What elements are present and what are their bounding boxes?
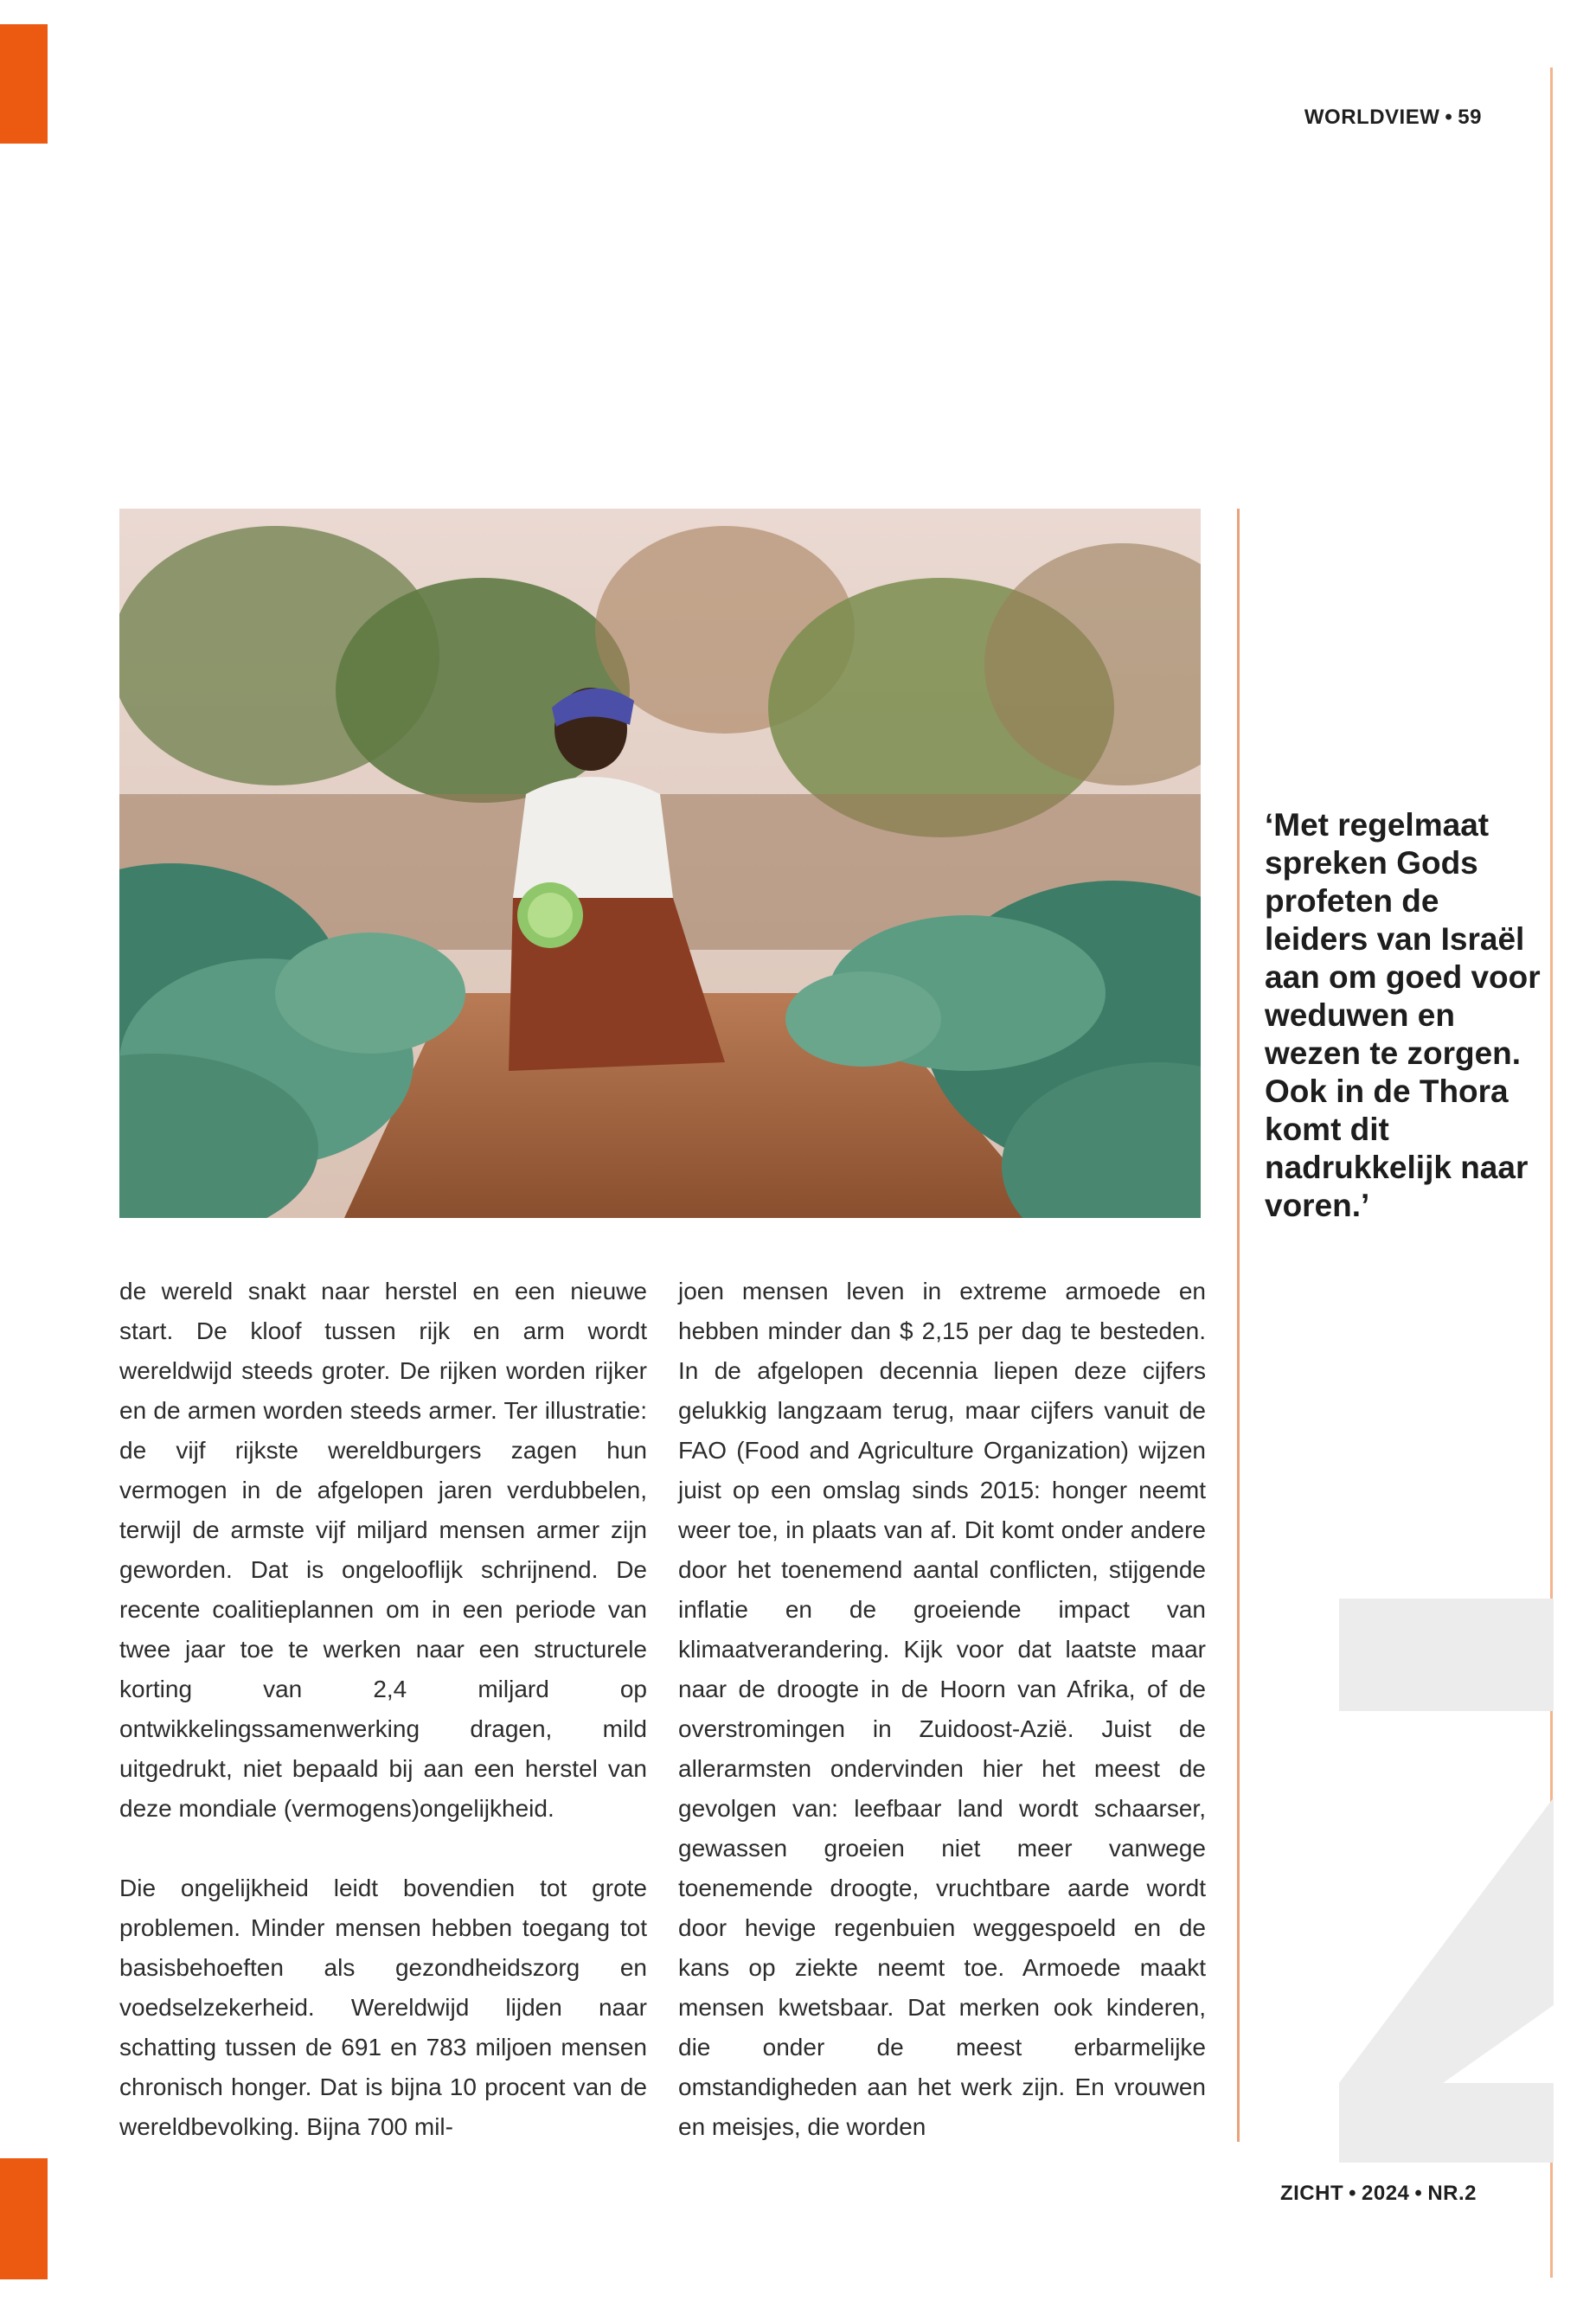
pull-quote: ‘Met regelmaat spreken Gods profeten de leiders van Israël aan om goed voor weduwen en wezen te zorgen. Ook in de Thora komt dit nadrukkelijk naar voren.’ <box>1265 807 1541 1223</box>
pull-quote-rule <box>1237 509 1240 2142</box>
section-name: WORLDVIEW <box>1304 106 1440 129</box>
issue-year: 2024 <box>1362 2182 1410 2205</box>
separator-dot: • <box>1349 2182 1357 2205</box>
separator-dot: • <box>1414 2182 1423 2205</box>
article-paragraph: joen mensen leven in extreme armoede en hebben minder dan $ 2,15 per dag te besteden. In de afgelopen decennia liepen deze cijfers gelukkig langzaam terug, maar cijfers vanuit de FAO (Food and Agriculture Organization) wijzen juist op een omslag sinds 2015: honger neemt weer toe, in plaats van af. Dit komt onder andere door het toenemend aantal conflicten, stijgende inflatie en de groeiende impact van klimaatverandering. Kijk voor dat laatste maar naar de droogte in de Hoorn van Afrika, of de overstromingen in Zuidoost-Azië. Juist de allerarmsten ondervinden hier het meest de gevolgen van: leefbaar land wordt schaarser, gewassen groeien niet meer vanwege toenemende droogte, vruchtbare aarde wordt door hevige regenbuien weggespoeld en de kans op ziekte neemt toe. Armoede maakt mensen kwetsbaar. Dat merken ook kinderen, die onder de meest erbarmelijke omstandigheden aan het werk zijn. En vrouwen en meisjes, die worden <box>678 1278 1206 2140</box>
photo-woman-in-cabbage-field <box>119 509 1201 1218</box>
top-accent-bar <box>0 24 48 144</box>
running-footer <box>1280 2182 1477 2206</box>
page-number: 59 <box>1458 106 1482 129</box>
bottom-accent-bar <box>0 2158 48 2279</box>
decorative-z-watermark <box>1339 1599 1554 2163</box>
running-header <box>1304 106 1482 130</box>
article-paragraph: de wereld snakt naar herstel en een nieuwe start. De kloof tussen rijk en arm wordt wereldwijd steeds groter. De rijken worden rijker en de armen worden steeds armer. Ter illustratie: de vijf rijkste wereldburgers zagen hun vermogen in de afgelopen jaren verdubbelen, terwijl de armste vijf miljard mensen armer zijn geworden. Dat is ongelooflijk schrijnend. De recente coalitieplannen om in een periode van twee jaar toe te werken naar een structurele korting van 2,4 miljard op ontwikkelingssamenwerking dragen, mild uitgedrukt, niet bepaald bij aan een herstel van deze mondiale (vermogens)ongelijkheid. <box>119 1278 647 1822</box>
article-photo <box>119 509 1201 1218</box>
issue-number: NR.2 <box>1427 2182 1477 2205</box>
article-column-left <box>119 1272 647 2147</box>
article-column-right <box>678 1272 1206 2147</box>
article-paragraph: Die ongelijkheid leidt bovendien tot grote problemen. Minder mensen hebben toegang tot basisbehoeften als gezondheidszorg en voedselzekerheid. Wereldwijd lijden naar schatting tussen de 691 en 783 miljoen mensen chronisch honger. Dat is bijna 10 procent van de wereldbevolking. Bijna 700 mil- <box>119 1875 647 2140</box>
magazine-name: ZICHT <box>1279 2182 1344 2205</box>
separator-dot: • <box>1445 106 1453 129</box>
